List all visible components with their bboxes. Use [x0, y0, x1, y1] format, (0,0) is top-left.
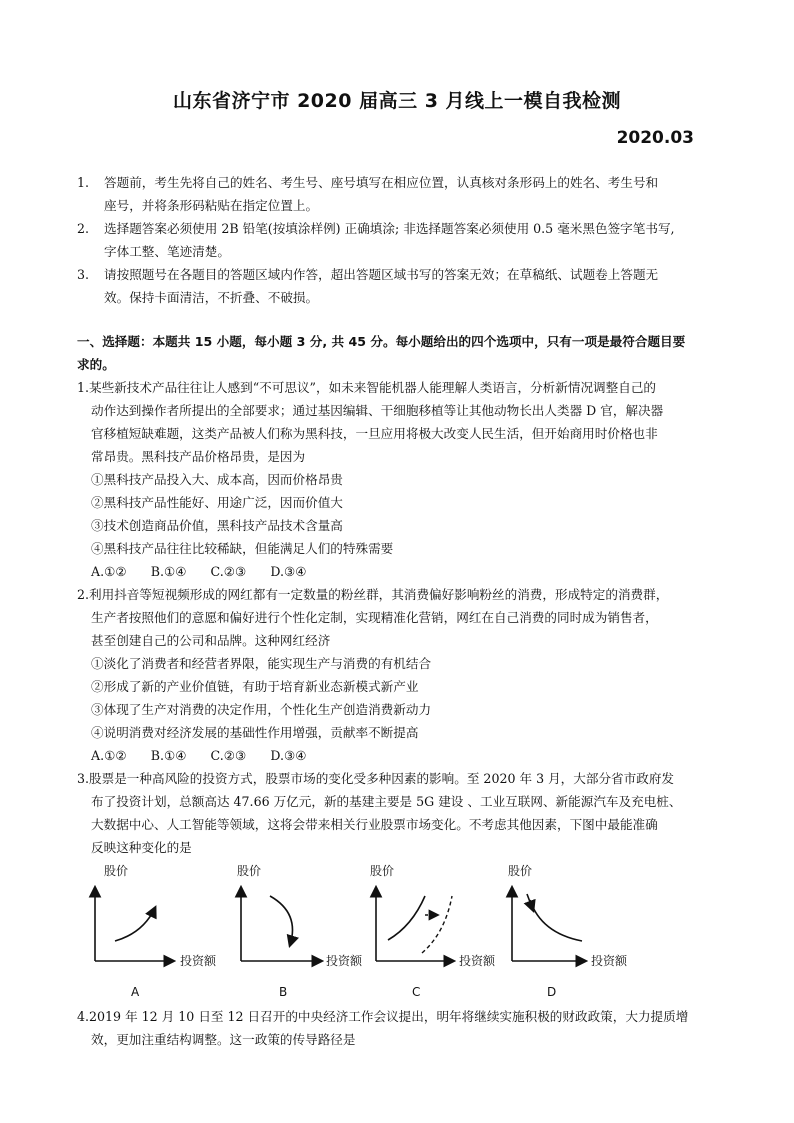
option-c[interactable]: C.②③ [210, 748, 247, 763]
question-stem-line: 官移植短缺难题，这类产品被人们称为黑科技，一旦应用将极大改变人民生活，但开始商用时价格也非 [91, 426, 658, 441]
graph-d[interactable] [508, 864, 628, 999]
curve-d [530, 900, 582, 941]
statement-item: ④说明消费对经济发展的基础性作用增强，贡献率不断提高 [91, 725, 419, 740]
option-a[interactable]: A.①② [91, 748, 127, 763]
y-axis-label: 股价 [508, 864, 533, 878]
graph-letter: D [547, 985, 557, 999]
option-a[interactable]: A.①② [91, 564, 127, 579]
statement-item: ③技术创造商品价值，黑科技产品技术含量高 [91, 518, 343, 533]
statement-item: ④黑科技产品往往比较稀缺，但能满足人们的特殊需要 [91, 541, 394, 556]
graph-c[interactable] [370, 864, 496, 999]
curve-c-solid [388, 896, 425, 940]
instruction-line: 答题前，考生先将自己的姓名、考生号、座号填写在相应位置，认真核对条形码上的姓名、考生号和 [104, 175, 659, 190]
instruction-line: 效。保持卡面清洁，不折叠、不破损。 [104, 290, 319, 305]
graph-a[interactable] [95, 864, 217, 999]
instruction-number: 1. [77, 175, 90, 190]
curve-c-dashed [422, 896, 452, 953]
q3-graphs [0, 858, 794, 1008]
y-axis-label: 股价 [237, 864, 262, 878]
x-axis-label: 投资额 [459, 954, 496, 968]
question-stem-line: 常昂贵。黑科技产品价格昂贵，是因为 [91, 449, 306, 464]
statement-item: ②黑科技产品性能好、用途广泛，因而价值大 [91, 495, 343, 510]
statement-item: ②形成了新的产业价值链，有助于培育新业态新模式新产业 [91, 679, 419, 694]
instruction-number: 3. [77, 267, 90, 282]
x-axis-label: 投资额 [591, 954, 628, 968]
instruction-line: 座号，并将条形码粘贴在指定位置上。 [104, 198, 319, 213]
exam-date: 2020.03 [616, 128, 694, 148]
question-stem-line: 效，更加注重结构调整。这一政策的传导路径是 [91, 1032, 356, 1047]
curve-a [115, 908, 155, 941]
graph-letter: B [279, 985, 288, 999]
question-stem-line: 1.某些新技术产品往往让人感到“不可思议”，如未来智能机器人能理解人类语言，分析新情况调整自己的 [77, 380, 657, 395]
instruction-line: 选择题答案必须使用 2B 铅笔(按填涂样例) 正确填涂; 非选择题答案必须使用 0.5 毫米黑色签字笔书写, [104, 221, 675, 236]
question-stem-line: 生产者按照他们的意愿和偏好进行个性化定制，实现精准化营销，网红在自己消费的同时成为销售者， [91, 610, 658, 625]
option-b[interactable]: B.①④ [150, 564, 187, 579]
question-stem-line: 2.利用抖音等短视频形成的网红都有一定数量的粉丝群，其消费偏好影响粉丝的消费，形成特定的消费群， [77, 587, 669, 602]
option-c[interactable]: C.②③ [210, 564, 247, 579]
question-stem-line: 动作达到操作者所提出的全部要求；通过基因编辑、干细胞移植等让其他动物长出人类器 D 官，解决器 [91, 403, 664, 418]
question-stem-line: 4.2019 年 12 月 10 日至 12 日召开的中央经济工作会议提出，明年将继续实施积极的财政政策，大力提质增 [77, 1009, 689, 1024]
question-stem-line: 反映这种变化的是 [91, 840, 192, 855]
statement-item: ③体现了生产对消费的决定作用，个性化生产创造消费新动力 [91, 702, 432, 717]
graph-letter: A [131, 985, 140, 999]
instruction-line: 请按照题号在各题目的答题区域内作答，超出答题区域书写的答案无效；在草稿纸、试题卷上答题无 [104, 267, 659, 282]
section-heading: 一、选择题：本题共 15 小题，每小题 3 分, 共 45 分。每小题给出的四个选项中，只有一项是最符合题目要 [77, 334, 686, 349]
statement-item: ①黑科技产品投入大、成本高，因而价格昂贵 [91, 472, 343, 487]
option-b[interactable]: B.①④ [150, 748, 187, 763]
y-axis-label: 股价 [370, 864, 395, 878]
x-axis-label: 投资额 [180, 954, 217, 968]
page-title: 山东省济宁市 2020 届高三 3 月线上一模自我检测 [172, 90, 622, 112]
question-stem-line: 布了投资计划，总额高达 47.66 万亿元，新的基建主要是 5G 建设 、工业互联网、新能源汽车及充电桩、 [91, 794, 682, 809]
option-d[interactable]: D.③④ [270, 564, 307, 579]
answer-options [91, 744, 331, 767]
graph-b[interactable] [237, 864, 363, 999]
question-stem-line: 3.股票是一种高风险的投资方式，股票市场的变化受多种因素的影响。至 2020 年 3 月，大部分省市政府发 [77, 771, 675, 786]
instruction-line: 字体工整、笔迹清楚。 [104, 244, 230, 259]
graph-letter: C [412, 985, 421, 999]
x-axis-label: 投资额 [326, 954, 363, 968]
curve-b [270, 896, 293, 945]
option-d[interactable]: D.③④ [270, 748, 307, 763]
section-heading-cont: 求的。 [77, 357, 115, 372]
y-axis-label: 股价 [104, 864, 129, 878]
answer-options [91, 560, 331, 583]
statement-item: ①淡化了消费者和经营者界限，能实现生产与消费的有机结合 [91, 656, 432, 671]
instruction-number: 2. [77, 221, 90, 236]
question-stem-line: 甚至创建自己的公司和品牌。这种网红经济 [91, 633, 331, 648]
curve-d-arrow [527, 894, 533, 910]
question-stem-line: 大数据中心、人工智能等领域，这将会带来相关行业股票市场变化。不考虑其他因素，下图中最能准确 [91, 817, 658, 832]
